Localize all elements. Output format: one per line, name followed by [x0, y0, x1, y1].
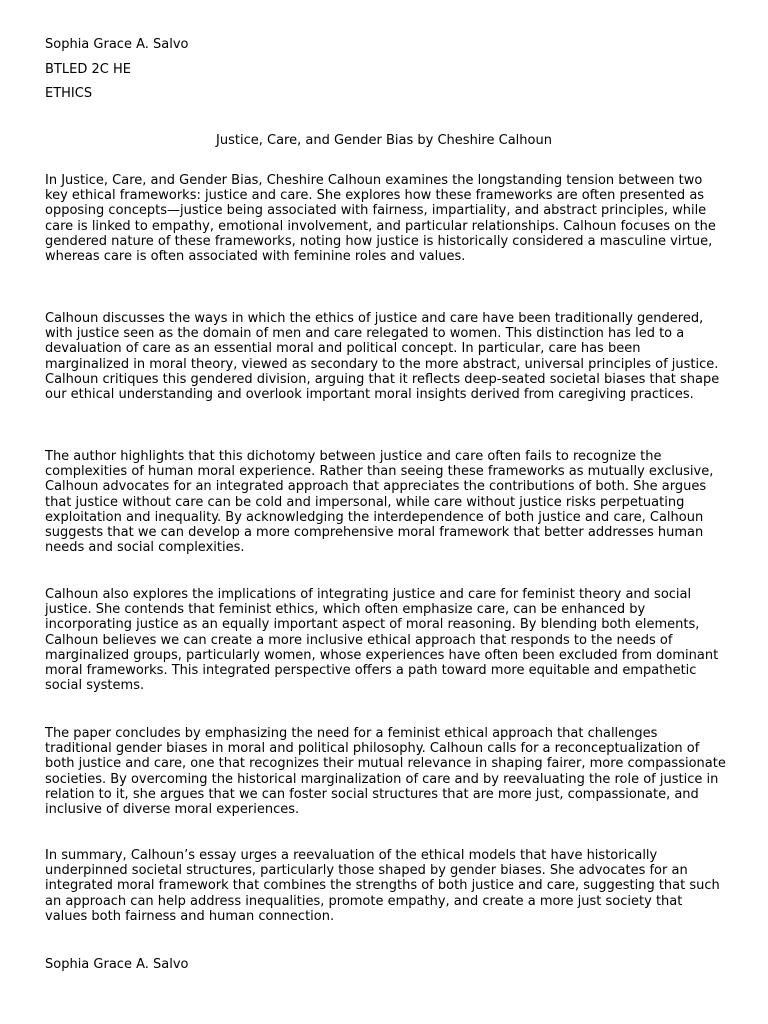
signature-name: Sophia Grace A. Salvo: [45, 957, 189, 972]
paragraph-2: Calhoun discusses the ways in which the ethics of justice and care have been traditionally gendered, with justice seen as the domain of men and care relegated to women. This distinction has led to a devaluation of care as an essential moral and political concept. In particular, care has been marginalized in moral theory, viewed as secondary to the more abstract, universal principles of justice. Calhoun critiques this gendered division, arguing that it reflects deep-seated societal biases that shape our ethical understanding and overlook important moral insights derived from caregiving practices.: [45, 311, 720, 403]
author-name: Sophia Grace A. Salvo: [45, 37, 189, 52]
paragraph-6: In summary, Calhoun’s essay urges a reevaluation of the ethical models that have historically underpinned societal structures, particularly those shaped by gender biases. She advocates for an integrated moral framework that combines the strengths of both justice and care, suggesting that such an approach can help address inequalities, promote empathy, and create a more just society that values both fairness and human connection.: [45, 848, 720, 924]
paragraph-3: The author highlights that this dichotomy between justice and care often fails to recognize the complexities of human moral experience. Rather than seeing these frameworks as mutually exclusive, Calhoun advocates for an integrated approach that appreciates the contributions of both. She argues that justice without care can be cold and impersonal, while care without justice risks perpetuating exploitation and inequality. By acknowledging the interdependence of both justice and care, Calhoun suggests that we can develop a more comprehensive moral framework that better addresses human needs and social complexities.: [45, 449, 714, 556]
course-section: BTLED 2C HE: [45, 62, 131, 77]
paragraph-1: In Justice, Care, and Gender Bias, Cheshire Calhoun examines the longstanding tension between two key ethical frameworks: justice and care. She explores how these frameworks are often presented as opposing concepts—justice being associated with fairness, impartiality, and abstract principles, while care is linked to empathy, emotional involvement, and particular relationships. Calhoun focuses on the gendered nature of these frameworks, noting how justice is historically considered a masculine virtue, whereas care is often associated with feminine roles and values.: [45, 173, 716, 265]
essay-title: Justice, Care, and Gender Bias by Cheshire Calhoun: [216, 133, 552, 148]
paragraph-4: Calhoun also explores the implications of integrating justice and care for feminist theory and social justice. She contends that feminist ethics, which often emphasize care, can be enhanced by incorporating justice as an equally important aspect of moral reasoning. By blending both elements, Calhoun believes we can create a more inclusive ethical approach that responds to the needs of marginalized groups, particularly women, whose experiences have often been excluded from dominant moral frameworks. This integrated perspective offers a path toward more equitable and empathetic social systems.: [45, 587, 719, 694]
paragraph-5: The paper concludes by emphasizing the need for a feminist ethical approach that challenges traditional gender biases in moral and political philosophy. Calhoun calls for a reconceptualization of both justice and care, one that recognizes their mutual relevance in shaping fairer, more compassionate societies. By overcoming the historical marginalization of care and by reevaluating the role of justice in relation to it, she argues that we can foster social structures that are more just, compassionate, and inclusive of diverse moral experiences.: [45, 726, 726, 818]
subject-name: ETHICS: [45, 86, 93, 101]
